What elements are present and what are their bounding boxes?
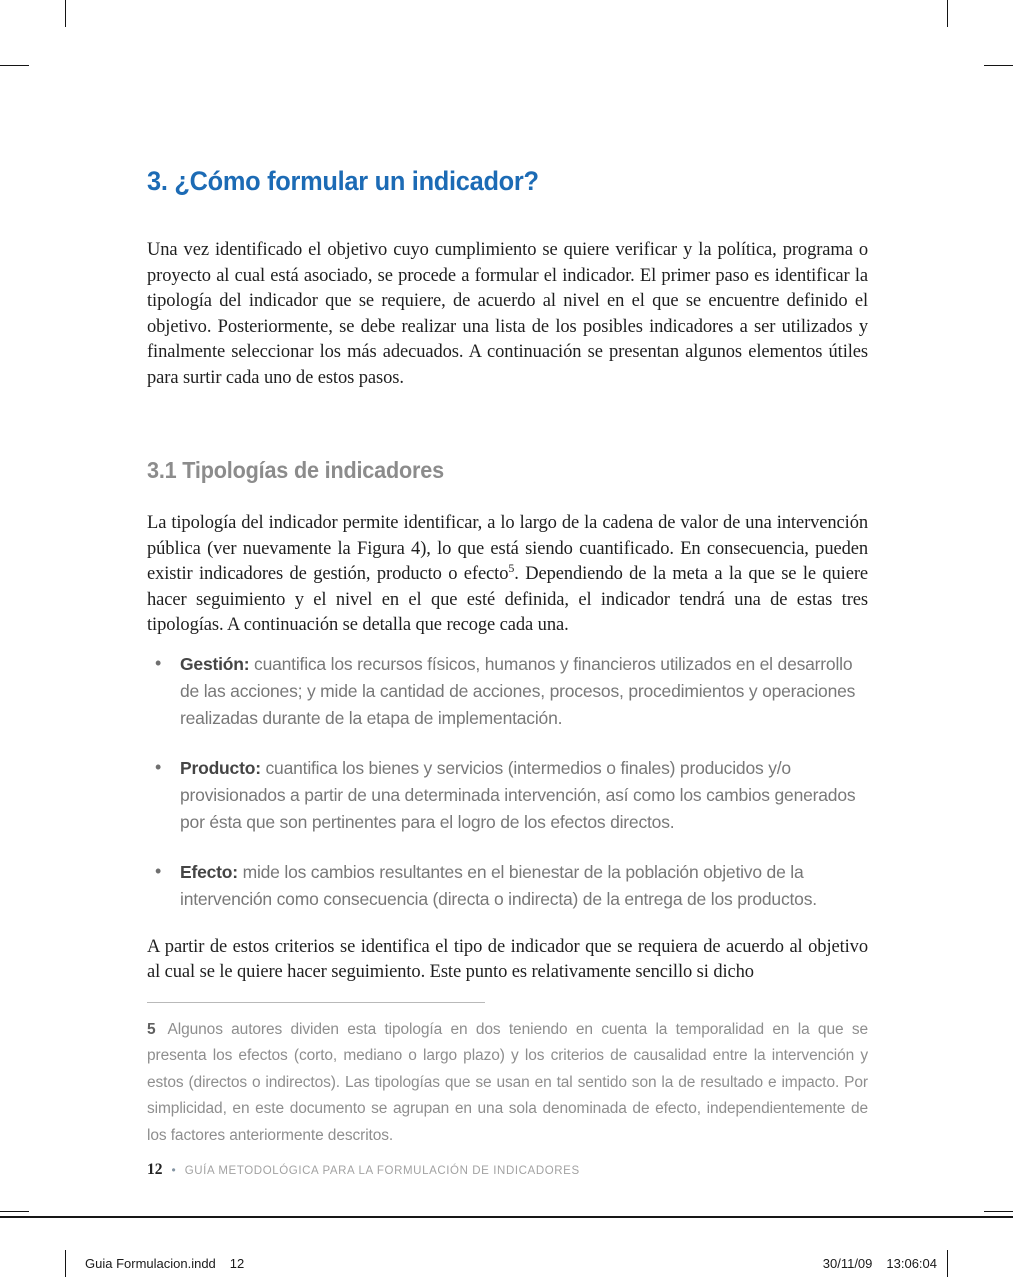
list-item-producto [155,755,868,836]
crop-mark-top-right [947,0,948,27]
bullet-icon: • [155,756,162,777]
crop-mark-right-bottom [984,1211,1013,1212]
intro-paragraph: Una vez identificado el objetivo cuyo cumplimiento se quiere verificar y la política, programa o proyecto al cual está asociado, se procede a formular el indicador. El primer paso es identificar la tipología del indicador que se requiere, de acuerdo al nivel en el que se encuentre definido el objetivo. Posteriormente, se debe realizar una lista de los posibles indicadores a ser utilizados y finalmente seleccionar los más adecuados. A continuación se presentan algunos elementos útiles para surtir cada uno de estos pasos. [147,240,868,388]
section-paragraph [147,511,868,639]
slug-filename [85,1256,244,1271]
crop-mark-top-left [65,0,66,27]
closing-paragraph: A partir de estos criterios se identifica el tipo de indicador que se requiera de acuerdo al objetivo al cual se le quiere hacer seguimiento. Este punto es relativamente sencillo si dicho [147,936,868,982]
list-item-text: cuantifica los recursos físicos, humanos y financieros utilizados en el desarrollo de las acciones; y mide la cantidad de acciones, procesos, procedimientos y operaciones realizadas durante de la etapa de implementación. [180,653,856,728]
text-column [147,0,868,1149]
bullet-icon: • [155,860,162,881]
slug-file-page: 12 [229,1256,245,1271]
list-item-label: Gestión: [180,653,250,674]
list-item-efecto [155,859,868,913]
indicator-type-list [147,651,868,913]
crop-mark-left-top [0,65,29,66]
section-paragraph-part2: . Dependiendo de la meta a la que se le quiere hacer seguimiento y el nivel en el que esté definida, el indicador tendrá una de estas tres tipologías. A continuación se detalla que recoge cada una. [147,564,869,635]
list-item-gestion [155,651,868,732]
footnote-divider [147,1002,485,1003]
chapter-title [147,166,868,196]
crop-mark-left-bottom [0,1211,29,1212]
footnote-marker: 5 [147,1020,156,1038]
section-heading [147,457,868,483]
slug-time: 13:06:04 [886,1256,937,1271]
slug-file-label: Guia Formulacion.indd [85,1256,216,1271]
crop-mark-right-top [984,65,1013,66]
slug-date: 30/11/09 [822,1256,873,1271]
footnote-reference: 5 [508,560,515,575]
crop-mark-bottom-right [947,1250,948,1277]
footnote-text: Algunos autores dividen esta tipología en dos teniendo en cuenta la temporalidad en la que se presenta los efectos (corto, mediano o largo plazo) y los criterios de causalidad entre la intervención y estos (directos o indirectos). Las tipologías que se usan en tal sentido son la de resultado e impacto. Por simplicidad, en este documento se agrupan en una sola denominada de efecto, independientemente de los factores anteriormente descritos. [147,1020,868,1144]
crop-mark-bottom-left [65,1250,66,1277]
list-item-label: Efecto: [180,861,238,882]
page-footer [147,1161,580,1179]
list-item-text: cuantifica los bienes y servicios (intermedios o finales) producidos y/o provisionados a partir de una determinada intervención, así como los cambios generados por ésta que son pertinentes para el logro de los efectos directos. [180,757,856,832]
footnote [147,1017,868,1150]
list-item-text: mide los cambios resultantes en el bienestar de la población objetivo de la intervención como consecuencia (directa o indirecta) de la entrega de los productos. [180,861,817,909]
page-number: 12 [147,1161,163,1178]
chapter-title-text: 3. ¿Cómo formular un indicador? [147,166,539,196]
section-heading-text: 3.1 Tipologías de indicadores [147,457,444,483]
slug-datetime [823,1256,937,1271]
section-paragraph-part1: La tipología del indicador permite identificar, a lo largo de la cadena de valor de una intervención pública (ver nuevamente la Figura 4), lo que está siendo cuantificado. En consecuencia, pueden existir indicadores de gestión, producto o efecto [147,513,868,584]
bullet-icon: • [155,652,162,673]
footer-bullet-icon: • [171,1163,176,1177]
footer-book-title: GUÍA METODOLÓGICA PARA LA FORMULACIÓN DE INDICADORES [184,1165,580,1177]
slug-separator-line [0,1216,1013,1218]
list-item-label: Producto: [180,757,261,778]
